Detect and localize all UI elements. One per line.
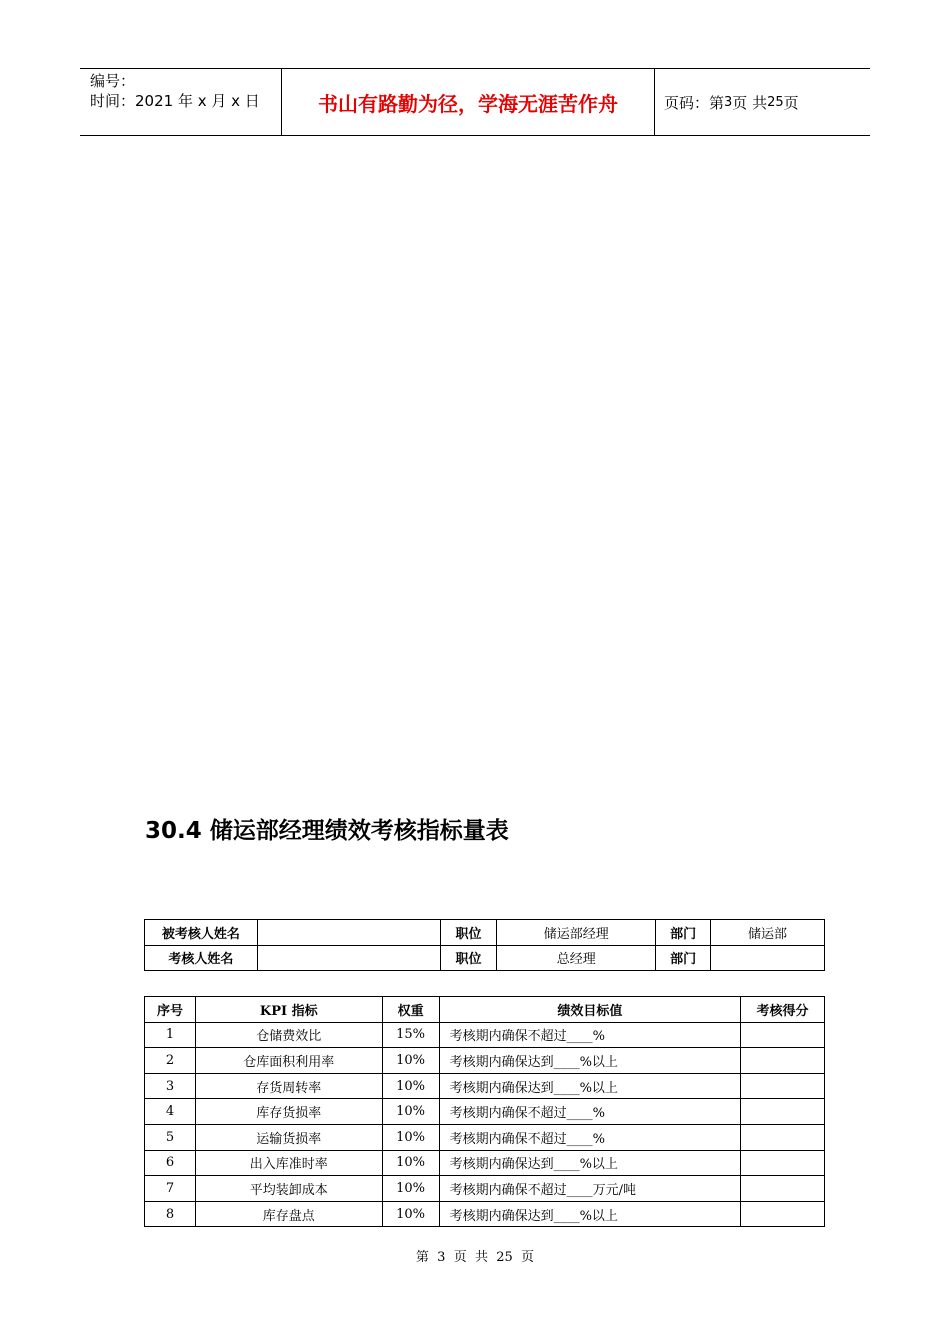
kpi-table <box>144 996 825 1227</box>
row-target: 考核期内确保达到____%以上 <box>439 1201 741 1227</box>
row-kpi: 出入库准时率 <box>195 1150 382 1176</box>
page-header <box>80 68 870 136</box>
info-table <box>144 919 825 971</box>
section-title: 30.4 储运部经理绩效考核指标量表 <box>145 818 509 844</box>
col-header-weight: 权重 <box>382 997 439 1023</box>
row-target: 考核期内确保不超过____% <box>439 1022 741 1048</box>
assessee-name[interactable] <box>257 920 440 946</box>
col-header-target: 绩效目标值 <box>439 997 741 1023</box>
assessor-name[interactable] <box>257 945 440 971</box>
row-kpi: 运输货损率 <box>195 1124 382 1150</box>
label-assessor-name: 考核人姓名 <box>145 945 258 971</box>
table-row <box>145 1150 825 1176</box>
row-target: 考核期内确保达到____%以上 <box>439 1073 741 1099</box>
col-header-no: 序号 <box>145 997 196 1023</box>
table-row <box>145 1176 825 1202</box>
table-row <box>145 945 825 971</box>
page-footer: 第 3 页 共 25 页 <box>415 1250 535 1265</box>
row-score[interactable] <box>741 1022 825 1048</box>
row-no: 6 <box>145 1150 196 1176</box>
row-score[interactable] <box>741 1099 825 1125</box>
page-prefix: 页码：第 <box>664 93 725 112</box>
row-score[interactable] <box>741 1124 825 1150</box>
row-score[interactable] <box>741 1048 825 1074</box>
col-header-score: 考核得分 <box>741 997 825 1023</box>
header-divider <box>654 69 655 135</box>
page-suffix: 页 <box>783 93 799 112</box>
row-weight: 10% <box>382 1176 439 1202</box>
label-department: 部门 <box>656 920 711 946</box>
page-mid: 页 共 <box>732 93 768 112</box>
row-no: 1 <box>145 1022 196 1048</box>
row-no: 8 <box>145 1201 196 1227</box>
row-kpi: 存货周转率 <box>195 1073 382 1099</box>
row-target: 考核期内确保不超过____万元/吨 <box>439 1176 741 1202</box>
code-label: 编号： <box>90 72 136 90</box>
row-kpi: 仓库面积利用率 <box>195 1048 382 1074</box>
row-score[interactable] <box>741 1201 825 1227</box>
label-position: 职位 <box>440 945 497 971</box>
row-weight: 10% <box>382 1073 439 1099</box>
row-no: 2 <box>145 1048 196 1074</box>
row-no: 5 <box>145 1124 196 1150</box>
row-target: 考核期内确保不超过____% <box>439 1099 741 1125</box>
page-total: 25 <box>767 94 784 110</box>
label-position: 职位 <box>440 920 497 946</box>
time-label: 时间：2021 年 x 月 x 日 <box>90 92 260 110</box>
page-number: 3 <box>724 94 733 110</box>
row-no: 7 <box>145 1176 196 1202</box>
header-motto: 书山有路勤为径，学海无涯苦作舟 <box>318 91 618 116</box>
assessee-position: 储运部经理 <box>497 920 656 946</box>
header-page-info <box>664 69 799 135</box>
assessor-department[interactable] <box>711 945 825 971</box>
row-score[interactable] <box>741 1150 825 1176</box>
table-row <box>145 1201 825 1227</box>
table-row <box>145 1022 825 1048</box>
table-row <box>145 920 825 946</box>
row-weight: 10% <box>382 1099 439 1125</box>
row-target: 考核期内确保达到____%以上 <box>439 1048 741 1074</box>
row-kpi: 库存盘点 <box>195 1201 382 1227</box>
header-meta <box>90 71 280 111</box>
row-score[interactable] <box>741 1073 825 1099</box>
assessee-department: 储运部 <box>711 920 825 946</box>
row-target: 考核期内确保达到____%以上 <box>439 1150 741 1176</box>
assessor-position: 总经理 <box>497 945 656 971</box>
row-weight: 10% <box>382 1124 439 1150</box>
row-weight: 15% <box>382 1022 439 1048</box>
row-weight: 10% <box>382 1150 439 1176</box>
table-row <box>145 1073 825 1099</box>
row-no: 4 <box>145 1099 196 1125</box>
row-score[interactable] <box>741 1176 825 1202</box>
row-kpi: 库存货损率 <box>195 1099 382 1125</box>
label-department: 部门 <box>656 945 711 971</box>
table-row <box>145 1048 825 1074</box>
label-assessee-name: 被考核人姓名 <box>145 920 258 946</box>
row-kpi: 仓储费效比 <box>195 1022 382 1048</box>
table-header-row <box>145 997 825 1023</box>
row-kpi: 平均装卸成本 <box>195 1176 382 1202</box>
row-weight: 10% <box>382 1048 439 1074</box>
table-row <box>145 1099 825 1125</box>
col-header-kpi: KPI 指标 <box>195 997 382 1023</box>
row-no: 3 <box>145 1073 196 1099</box>
table-row <box>145 1124 825 1150</box>
row-target: 考核期内确保不超过____% <box>439 1124 741 1150</box>
row-weight: 10% <box>382 1201 439 1227</box>
